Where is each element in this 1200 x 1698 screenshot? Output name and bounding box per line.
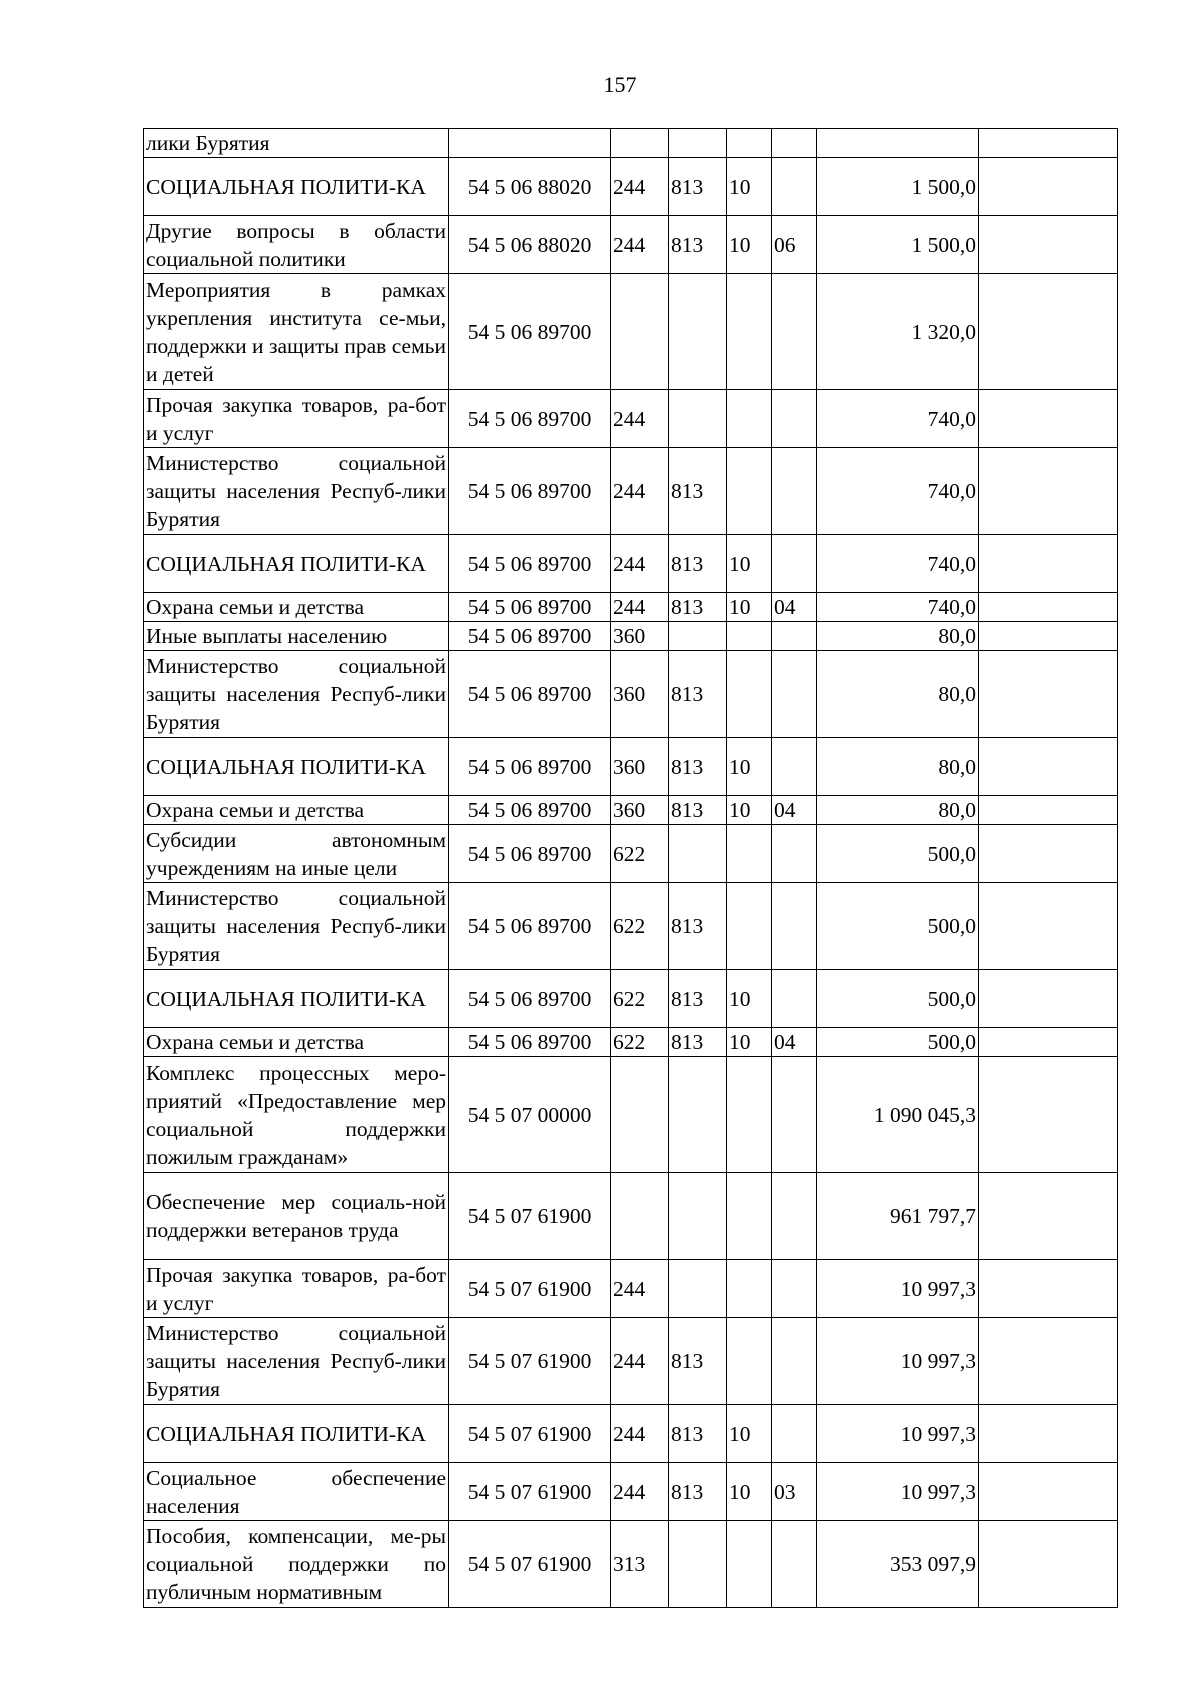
expense-type-cell: 360 [611, 796, 669, 825]
row-name-cell: Иные выплаты населению [144, 622, 449, 651]
row-name-cell: СОЦИАЛЬНАЯ ПОЛИТИ-КА [144, 970, 449, 1028]
ministry-code-cell: 813 [669, 796, 727, 825]
section-cell: 10 [727, 593, 772, 622]
subsection-cell [772, 1405, 817, 1463]
subsection-cell: 04 [772, 796, 817, 825]
amount-cell: 10 997,3 [817, 1260, 979, 1318]
table-row [144, 1173, 1118, 1260]
subsection-cell: 04 [772, 593, 817, 622]
subsection-cell [772, 651, 817, 738]
table-row [144, 825, 1118, 883]
section-cell [727, 448, 772, 535]
expense-type-cell [611, 129, 669, 158]
subsection-cell [772, 129, 817, 158]
amount-cell: 1 090 045,3 [817, 1057, 979, 1173]
subsection-cell [772, 825, 817, 883]
empty-cell [979, 970, 1118, 1028]
row-name-cell: Охрана семьи и детства [144, 796, 449, 825]
empty-cell [979, 622, 1118, 651]
section-cell [727, 1521, 772, 1608]
row-name-cell: Прочая закупка товаров, ра-бот и услуг [144, 1260, 449, 1318]
amount-cell: 1 320,0 [817, 274, 979, 390]
ministry-code-cell: 813 [669, 1028, 727, 1057]
table-row [144, 796, 1118, 825]
empty-cell [979, 593, 1118, 622]
subsection-cell [772, 274, 817, 390]
row-name-cell: Обеспечение мер социаль-ной поддержки ветеранов труда [144, 1173, 449, 1260]
amount-cell: 500,0 [817, 1028, 979, 1057]
row-name-cell: СОЦИАЛЬНАЯ ПОЛИТИ-КА [144, 158, 449, 216]
row-name-cell: Министерство социальной защиты населения Респуб-лики Бурятия [144, 651, 449, 738]
amount-cell: 740,0 [817, 593, 979, 622]
section-cell [727, 1260, 772, 1318]
target-code-cell: 54 5 07 61900 [449, 1173, 611, 1260]
section-cell: 10 [727, 158, 772, 216]
table-row [144, 1260, 1118, 1318]
subsection-cell [772, 390, 817, 448]
amount-cell: 10 997,3 [817, 1318, 979, 1405]
target-code-cell: 54 5 06 89700 [449, 622, 611, 651]
amount-cell [817, 129, 979, 158]
table-row [144, 970, 1118, 1028]
ministry-code-cell: 813 [669, 1405, 727, 1463]
expense-type-cell: 360 [611, 651, 669, 738]
empty-cell [979, 1521, 1118, 1608]
amount-cell: 80,0 [817, 796, 979, 825]
row-name-cell: Министерство социальной защиты населения Респуб-лики Бурятия [144, 448, 449, 535]
row-name-cell: Охрана семьи и детства [144, 593, 449, 622]
ministry-code-cell: 813 [669, 448, 727, 535]
table-row [144, 535, 1118, 593]
empty-cell [979, 1260, 1118, 1318]
target-code-cell: 54 5 06 89700 [449, 738, 611, 796]
empty-cell [979, 390, 1118, 448]
row-name-cell: Субсидии автономным учреждениям на иные цели [144, 825, 449, 883]
table-row [144, 622, 1118, 651]
section-cell [727, 1173, 772, 1260]
expense-type-cell: 244 [611, 1463, 669, 1521]
section-cell [727, 825, 772, 883]
table-row [144, 1057, 1118, 1173]
subsection-cell [772, 738, 817, 796]
empty-cell [979, 535, 1118, 593]
expense-type-cell: 360 [611, 622, 669, 651]
target-code-cell: 54 5 06 89700 [449, 1028, 611, 1057]
amount-cell: 740,0 [817, 535, 979, 593]
expense-type-cell [611, 1057, 669, 1173]
amount-cell: 80,0 [817, 651, 979, 738]
page-number: 157 [603, 72, 637, 97]
amount-cell: 500,0 [817, 883, 979, 970]
table-row [144, 158, 1118, 216]
subsection-cell: 04 [772, 1028, 817, 1057]
ministry-code-cell: 813 [669, 883, 727, 970]
table-row [144, 129, 1118, 158]
section-cell [727, 883, 772, 970]
ministry-code-cell [669, 825, 727, 883]
subsection-cell [772, 1318, 817, 1405]
subsection-cell: 06 [772, 216, 817, 274]
target-code-cell: 54 5 07 61900 [449, 1521, 611, 1608]
ministry-code-cell: 813 [669, 593, 727, 622]
table-row [144, 216, 1118, 274]
empty-cell [979, 651, 1118, 738]
target-code-cell: 54 5 07 61900 [449, 1463, 611, 1521]
ministry-code-cell [669, 129, 727, 158]
row-name-cell: Социальное обеспечение населения [144, 1463, 449, 1521]
target-code-cell: 54 5 07 00000 [449, 1057, 611, 1173]
section-cell [727, 129, 772, 158]
row-name-cell: Комплекс процессных меро-приятий «Предоставление мер социальной поддержки пожилым гражданам» [144, 1057, 449, 1173]
ministry-code-cell: 813 [669, 970, 727, 1028]
row-name-cell: Министерство социальной защиты населения Респуб-лики Бурятия [144, 883, 449, 970]
section-cell: 10 [727, 1463, 772, 1521]
ministry-code-cell: 813 [669, 1463, 727, 1521]
target-code-cell: 54 5 06 89700 [449, 448, 611, 535]
section-cell: 10 [727, 216, 772, 274]
section-cell [727, 651, 772, 738]
ministry-code-cell: 813 [669, 158, 727, 216]
empty-cell [979, 158, 1118, 216]
target-code-cell: 54 5 06 89700 [449, 970, 611, 1028]
ministry-code-cell [669, 1173, 727, 1260]
empty-cell [979, 1028, 1118, 1057]
empty-cell [979, 1318, 1118, 1405]
table-row [144, 390, 1118, 448]
target-code-cell: 54 5 06 89700 [449, 535, 611, 593]
table-row [144, 1405, 1118, 1463]
ministry-code-cell [669, 390, 727, 448]
section-cell [727, 390, 772, 448]
expense-type-cell: 244 [611, 1318, 669, 1405]
subsection-cell [772, 1260, 817, 1318]
empty-cell [979, 129, 1118, 158]
table-row [144, 651, 1118, 738]
row-name-cell: Прочая закупка товаров, ра-бот и услуг [144, 390, 449, 448]
budget-table [143, 128, 1118, 1608]
empty-cell [979, 883, 1118, 970]
subsection-cell [772, 1057, 817, 1173]
amount-cell: 740,0 [817, 390, 979, 448]
ministry-code-cell: 813 [669, 216, 727, 274]
row-name-cell: Министерство социальной защиты населения Респуб-лики Бурятия [144, 1318, 449, 1405]
table-body [144, 129, 1118, 1608]
target-code-cell: 54 5 06 88020 [449, 216, 611, 274]
amount-cell: 500,0 [817, 825, 979, 883]
row-name-cell: Охрана семьи и детства [144, 1028, 449, 1057]
table-row [144, 274, 1118, 390]
subsection-cell: 03 [772, 1463, 817, 1521]
expense-type-cell: 622 [611, 1028, 669, 1057]
amount-cell: 80,0 [817, 622, 979, 651]
expense-type-cell: 244 [611, 158, 669, 216]
expense-type-cell: 244 [611, 593, 669, 622]
section-cell: 10 [727, 970, 772, 1028]
expense-type-cell: 244 [611, 1260, 669, 1318]
empty-cell [979, 216, 1118, 274]
row-name-cell: лики Бурятия [144, 129, 449, 158]
subsection-cell [772, 970, 817, 1028]
target-code-cell: 54 5 06 89700 [449, 390, 611, 448]
row-name-cell: Другие вопросы в области социальной политики [144, 216, 449, 274]
row-name-cell: СОЦИАЛЬНАЯ ПОЛИТИ-КА [144, 738, 449, 796]
empty-cell [979, 825, 1118, 883]
target-code-cell: 54 5 06 89700 [449, 593, 611, 622]
table-row [144, 738, 1118, 796]
subsection-cell [772, 535, 817, 593]
expense-type-cell: 622 [611, 825, 669, 883]
amount-cell: 80,0 [817, 738, 979, 796]
empty-cell [979, 448, 1118, 535]
row-name-cell: Мероприятия в рамках укрепления института се-мьи, поддержки и защиты прав семьи и детей [144, 274, 449, 390]
subsection-cell [772, 448, 817, 535]
expense-type-cell: 244 [611, 216, 669, 274]
empty-cell [979, 738, 1118, 796]
expense-type-cell [611, 274, 669, 390]
ministry-code-cell [669, 622, 727, 651]
target-code-cell: 54 5 07 61900 [449, 1260, 611, 1318]
row-name-cell: СОЦИАЛЬНАЯ ПОЛИТИ-КА [144, 535, 449, 593]
ministry-code-cell: 813 [669, 1318, 727, 1405]
table-row [144, 448, 1118, 535]
target-code-cell: 54 5 06 89700 [449, 825, 611, 883]
ministry-code-cell [669, 1521, 727, 1608]
amount-cell: 500,0 [817, 970, 979, 1028]
target-code-cell: 54 5 07 61900 [449, 1405, 611, 1463]
empty-cell [979, 796, 1118, 825]
ministry-code-cell [669, 1260, 727, 1318]
subsection-cell [772, 1521, 817, 1608]
section-cell: 10 [727, 796, 772, 825]
section-cell: 10 [727, 738, 772, 796]
expense-type-cell: 360 [611, 738, 669, 796]
amount-cell: 1 500,0 [817, 216, 979, 274]
section-cell: 10 [727, 1405, 772, 1463]
amount-cell: 353 097,9 [817, 1521, 979, 1608]
target-code-cell: 54 5 06 89700 [449, 274, 611, 390]
empty-cell [979, 274, 1118, 390]
empty-cell [979, 1057, 1118, 1173]
section-cell: 10 [727, 1028, 772, 1057]
expense-type-cell: 622 [611, 883, 669, 970]
ministry-code-cell: 813 [669, 535, 727, 593]
expense-type-cell [611, 1173, 669, 1260]
table-row [144, 1521, 1118, 1608]
table-row [144, 1028, 1118, 1057]
ministry-code-cell: 813 [669, 651, 727, 738]
amount-cell: 740,0 [817, 448, 979, 535]
section-cell [727, 1318, 772, 1405]
ministry-code-cell [669, 1057, 727, 1173]
section-cell [727, 274, 772, 390]
empty-cell [979, 1463, 1118, 1521]
empty-cell [979, 1405, 1118, 1463]
row-name-cell: Пособия, компенсации, ме-ры социальной поддержки по публичным нормативным [144, 1521, 449, 1608]
target-code-cell: 54 5 06 88020 [449, 158, 611, 216]
ministry-code-cell: 813 [669, 738, 727, 796]
section-cell [727, 622, 772, 651]
subsection-cell [772, 158, 817, 216]
expense-type-cell: 313 [611, 1521, 669, 1608]
amount-cell: 1 500,0 [817, 158, 979, 216]
expense-type-cell: 244 [611, 535, 669, 593]
expense-type-cell: 244 [611, 1405, 669, 1463]
expense-type-cell: 622 [611, 970, 669, 1028]
row-name-cell: СОЦИАЛЬНАЯ ПОЛИТИ-КА [144, 1405, 449, 1463]
target-code-cell [449, 129, 611, 158]
target-code-cell: 54 5 06 89700 [449, 651, 611, 738]
amount-cell: 10 997,3 [817, 1463, 979, 1521]
subsection-cell [772, 1173, 817, 1260]
amount-cell: 10 997,3 [817, 1405, 979, 1463]
table-row [144, 883, 1118, 970]
target-code-cell: 54 5 06 89700 [449, 796, 611, 825]
table-row [144, 1463, 1118, 1521]
target-code-cell: 54 5 07 61900 [449, 1318, 611, 1405]
subsection-cell [772, 622, 817, 651]
section-cell: 10 [727, 535, 772, 593]
table-row [144, 593, 1118, 622]
amount-cell: 961 797,7 [817, 1173, 979, 1260]
empty-cell [979, 1173, 1118, 1260]
target-code-cell: 54 5 06 89700 [449, 883, 611, 970]
ministry-code-cell [669, 274, 727, 390]
subsection-cell [772, 883, 817, 970]
expense-type-cell: 244 [611, 390, 669, 448]
expense-type-cell: 244 [611, 448, 669, 535]
table-row [144, 1318, 1118, 1405]
section-cell [727, 1057, 772, 1173]
